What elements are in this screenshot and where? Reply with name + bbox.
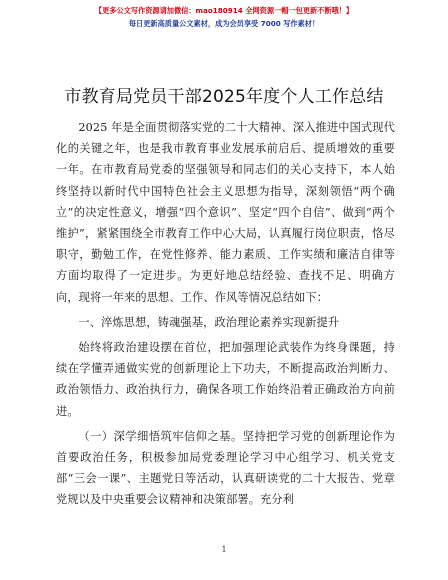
promo-banner-line-1: 【更多公文写作资源请加微信：mao180914 全网资源一帽一包更新不断哦！】 xyxy=(94,6,354,15)
subsection-1-paragraph: （一）深学细悟筑牢信仰之基。坚持把学习党的创新理论作为首要政治任务，积极参加局党委理论学习中心组学习、机关党支部“三会一课”、主题党日等活动，认真研读党的二十大报告、党章党规以及中央重要会议精神和决策部署。充分利 xyxy=(56,429,395,507)
section-heading-1: 一、淬炼思想，铸魂强基，政治理论素养实现新提升 xyxy=(78,315,340,329)
document-body xyxy=(56,117,395,511)
intro-paragraph: 2025 年是全面贯彻落实党的二十大精神、深入推进中国式现代化的关键之年，也是我市教育事业发展承前启后、提质增效的重要一年。在市教育局党委的坚强领导和同志们的关心支持下，本人始终坚持以新时代中国特色社会主义思想为指导，深刻领悟“两个确立”的决定性意义，增强“四个意识”、坚定“四个自信”、做到“两个维护”，紧紧围绕全市教育工作中心大局，认真履行岗位职责，恪尽职守，勤勉工作，在党性修养、能力素质、工作实绩和廉洁自律等方面均取得了一定进步。为更好地总结经验、查找不足、明确方向，现将一年来的思想、工作、作风等情况总结如下： xyxy=(56,121,395,304)
promo-banner xyxy=(0,4,448,30)
page-number: 1 xyxy=(221,545,227,554)
promo-banner-line-2: 每日更新高质量公文素材，成为会员享受 7000 写作素材！ xyxy=(128,19,320,28)
section-1-paragraph: 始终将政治建设摆在首位，把加强理论武装作为终身课题，持续在学懂弄通做实党的创新理论上下功夫，不断提高政治判断力、政治领悟力、政治执行力，确保各项工作始终沿着正确政治方向前进。 xyxy=(56,341,395,418)
document-title: 市教育局党员干部2025年度个人工作总结 xyxy=(64,87,384,107)
